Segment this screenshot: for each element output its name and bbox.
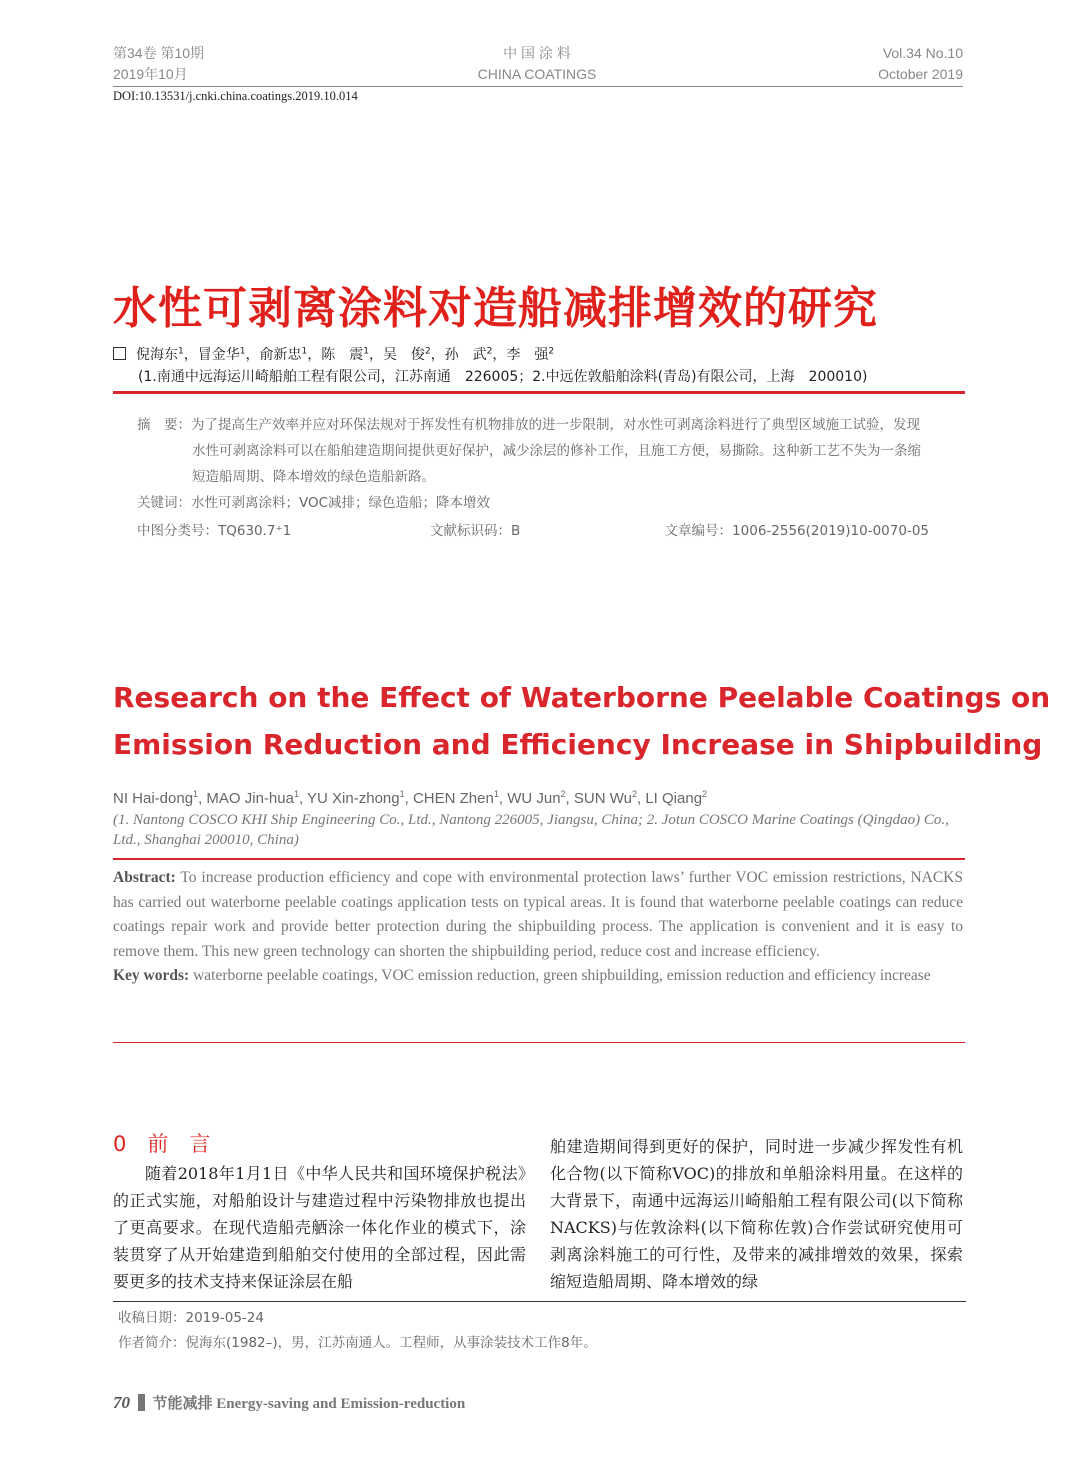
header-rule bbox=[113, 86, 963, 87]
title-en-line-1: Research on the Effect of Waterborne Peelable Coatings on bbox=[113, 681, 1051, 714]
author: SUN Wu bbox=[573, 790, 632, 807]
body-column-left: 随着2018年1月1日《中华人民共和国环境保护税法》的正式实施，对船舶设计与建造过程中污染物排放也提出了更高要求。在现代造船壳舾涂一体化作业的模式下，涂装贯穿了从开始建造到船舶交付使用的全部过程，因此需要更多的技术支持来保证涂层在船 bbox=[113, 1164, 526, 1291]
volume-cn: 第34卷 第10期 bbox=[113, 45, 205, 61]
header-center bbox=[437, 43, 637, 85]
date-cn: 2019年10月 bbox=[113, 66, 188, 82]
page-footer bbox=[113, 1392, 465, 1413]
abstract-en-label: Abstract: bbox=[113, 869, 176, 886]
title-rule bbox=[113, 391, 965, 394]
author: YU Xin-zhong bbox=[307, 790, 400, 807]
affiliation-mark: 1 bbox=[193, 789, 199, 799]
square-icon bbox=[113, 347, 126, 360]
author: LI Qiang bbox=[645, 790, 703, 807]
authors-cn: 倪海东$^1$，冒金华$^1$，俞新忠$^1$，陈 震$^1$，吴 俊$^2$，孙 武$^2$，李 强$^2$ bbox=[113, 344, 554, 364]
author: WU Jun bbox=[507, 790, 561, 807]
affiliation-mark: 1 bbox=[493, 789, 499, 799]
author: 孙 武 bbox=[444, 347, 487, 363]
abstract-cn-text: 为了提高生产效率并应对环保法规对于挥发性有机物排放的进一步限制，对水性可剥离涂料进行了典型区域施工试验，发现水性可剥离涂料可以在船舶建造期间提供更好保护，减少涂层的修补工作，且施工方便，易撕除。这种新工艺不失为一条缩短造船周期、降本增效的绿色造船新路。 bbox=[191, 417, 921, 485]
abstract-rule bbox=[113, 1042, 965, 1043]
title-cn: 水性可剥离涂料对造船减排增效的研究 bbox=[113, 283, 878, 334]
affiliations-en: (1. Nantong COSCO KHI Ship Engineering Co., Ltd., Nantong 226005, Jiangsu, China; 2. Jotun COSCO Marine Coatings (Qingdao) Co., Ltd., Shanghai 200010, China) bbox=[113, 812, 949, 848]
abstract-en-text: To increase production efficiency and cope with environmental protection laws’ further VOC emission restrictions, NACKS has carried out waterborne peelable coatings application tests on typical areas. It is found that waterborne peelable coatings can reduce coatings repair work and provide better protection during the shipbuilding process. The application is convenient and it is easy to remove them. This new green technology can shorten the shipbuilding period, reduce cost and increase efficiency. bbox=[113, 869, 963, 960]
author: NI Hai-dong bbox=[113, 790, 194, 807]
body-column-right: 舶建造期间得到更好的保护，同时进一步减少挥发性有机化合物(以下简称VOC)的排放和单船涂料用量。在这样的大背景下，南通中远海运川崎船舶工程有限公司(以下简称NACKS)与佐敦涂料(以下简称佐敦)合作尝试研究使用可剥离涂料施工的可行性，及带来的减排增效的效果，探索缩短造船周期、降本增效的绿 bbox=[550, 1137, 963, 1291]
affiliation-mark: 1 bbox=[178, 346, 184, 357]
authors-en: NI Hai-dong$^1$, MAO Jin-hua$^1$, YU Xin-zhong$^1$, CHEN Zhen$^1$, WU Jun$^2$, SUN Wu$^2$, LI Qiang$^2$ bbox=[113, 789, 708, 807]
column-name-cn: 节能减排 bbox=[152, 1396, 213, 1412]
footnote-rule bbox=[113, 1301, 966, 1302]
affiliation-mark: 1 bbox=[293, 789, 299, 799]
affiliation-mark: 2 bbox=[631, 789, 637, 799]
page-number: 70 bbox=[113, 1393, 130, 1412]
affiliation-mark: 1 bbox=[399, 789, 405, 799]
author-bio: 作者简介：倪海东(1982–)，男，江苏南通人。工程师，从事涂装技术工作8年。 bbox=[118, 1335, 597, 1351]
author: CHEN Zhen bbox=[412, 790, 494, 807]
journal-en: CHINA COATINGS bbox=[477, 66, 597, 82]
abstract-cn bbox=[137, 412, 929, 546]
clc-number: 中图分类号：TQ630.7⁺1 bbox=[137, 523, 292, 539]
affiliation-mark: 2 bbox=[560, 789, 566, 799]
abstract-cn-label: 摘 要： bbox=[137, 417, 191, 433]
column-name-en: Energy-saving and Emission-reduction bbox=[216, 1396, 466, 1412]
header-right bbox=[878, 43, 963, 85]
author: 倪海东 bbox=[136, 347, 178, 363]
date-en: October 2019 bbox=[878, 66, 963, 82]
document-code: 文献标识码：B bbox=[430, 523, 521, 539]
volume-en: Vol.34 No.10 bbox=[882, 45, 963, 61]
header-left bbox=[113, 43, 204, 85]
keywords-en-text: waterborne peelable coatings, VOC emission reduction, green shipbuilding, emission reduction and efficiency increase bbox=[189, 967, 931, 984]
title-en-line-2: Emission Reduction and Efficiency Increase in Shipbuilding bbox=[113, 728, 1043, 761]
author: 俞新忠 bbox=[259, 347, 302, 363]
author: 冒金华 bbox=[197, 347, 240, 363]
journal-cn: 中 国 涂 料 bbox=[503, 45, 571, 61]
keywords-cn-label: 关键词： bbox=[137, 495, 191, 511]
author: MAO Jin-hua bbox=[206, 790, 294, 807]
author: 李 强 bbox=[506, 347, 549, 363]
article-number: 文章编号：1006-2556(2019)10-0070-05 bbox=[664, 523, 929, 539]
affiliation-mark: 2 bbox=[548, 346, 555, 357]
affiliation-rule bbox=[113, 858, 965, 860]
footer-bar-icon bbox=[138, 1394, 145, 1411]
affiliation-mark: 2 bbox=[702, 789, 708, 799]
abstract-en bbox=[113, 866, 963, 989]
received-date: 收稿日期：2019-05-24 bbox=[118, 1310, 264, 1326]
author: 陈 震 bbox=[321, 347, 364, 363]
title-en bbox=[113, 674, 1050, 768]
author: 吴 俊 bbox=[382, 347, 425, 363]
affiliation-mark: 2 bbox=[486, 346, 493, 357]
doi: DOI:10.13531/j.cnki.china.coatings.2019.10.014 bbox=[113, 89, 358, 103]
affiliation-mark: 1 bbox=[363, 346, 369, 357]
footnotes bbox=[118, 1306, 597, 1356]
affiliation-mark: 1 bbox=[301, 346, 308, 357]
affiliation-mark: 2 bbox=[424, 346, 431, 357]
section-heading: 0 前 言 bbox=[113, 1132, 211, 1156]
affiliations-cn: (1.南通中远海运川崎船舶工程有限公司，江苏南通 226005；2.中远佐敦船舶涂料(青岛)有限公司，上海 200010) bbox=[138, 369, 868, 385]
keywords-en-label: Key words: bbox=[113, 967, 190, 984]
affiliation-mark: 1 bbox=[239, 346, 246, 357]
keywords-cn-text: 水性可剥离涂料；VOC减排；绿色造船；降本增效 bbox=[191, 495, 491, 511]
